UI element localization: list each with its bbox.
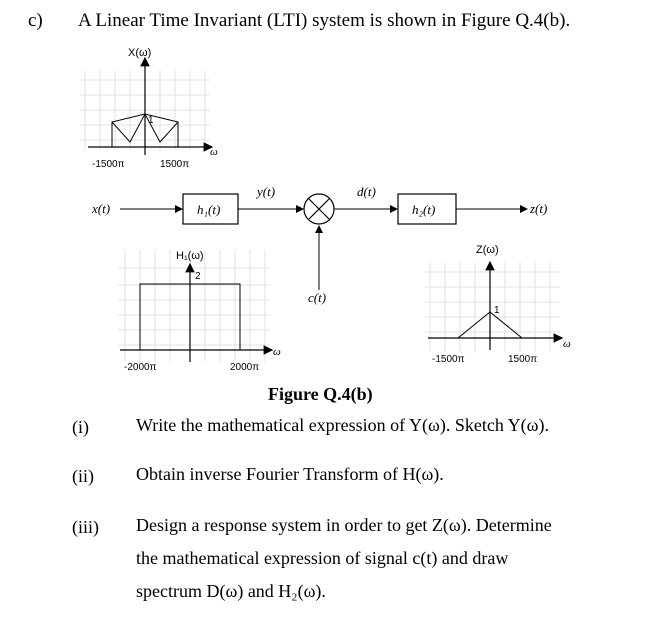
y-signal-label: y(t) [257,184,276,199]
subquestion-iii-text [136,509,552,608]
h1-spectrum-ylabel: H₁(ω) [176,250,204,262]
question-label: c) [28,10,43,31]
z-spectrum-pos-tick: 1500π [508,354,538,365]
x-spectrum-peak: 1 [148,115,154,126]
subquestion-i-line-1: Write the mathematical expression of Y(ω). Sketch Y(ω). [136,415,549,435]
h1-spectrum-neg-tick: -2000π [124,362,157,373]
z-spectrum-peak: 1 [494,305,500,316]
subquestion-iii-number: (iii) [72,517,99,537]
input-signal-label: x(t) [92,201,111,216]
x-spectrum-plot [80,47,218,170]
figure-caption: Figure Q.4(b) [268,384,373,404]
subquestion-ii-text [136,458,444,491]
output-signal-label: z(t) [530,201,548,216]
subquestion-iii-line-3: spectrum D(ω) and H₂(ω). [136,581,326,601]
subquestion-iii-line-1: Design a response system in order to get Z(ω). Determine [136,515,552,535]
z-spectrum-neg-tick: -1500π [432,354,465,365]
h2-block-label: h₂(t) [412,202,436,217]
h1-spectrum-height: 2 [195,271,201,282]
x-spectrum-neg-tick: -1500π [92,159,125,170]
x-spectrum-xlabel: ω [210,146,218,158]
x-spectrum-pos-tick: 1500π [160,159,190,170]
z-spectrum-xlabel: ω [563,338,571,350]
h1-spectrum-pos-tick: 2000π [230,362,260,373]
d-signal-label: d(t) [357,184,376,199]
carrier-label: c(t) [308,290,327,305]
subquestion-ii-number: (ii) [72,466,94,486]
h1-spectrum-plot [118,250,281,373]
h1-spectrum-xlabel: ω [273,346,281,358]
question-intro: A Linear Time Invariant (LTI) system is shown in Figure Q.4(b). [78,10,571,31]
h1-block-label: h₁(t) [197,202,221,217]
subquestion-i-text [136,409,549,442]
z-spectrum-ylabel: Z(ω) [476,244,499,256]
subquestion-iii-line-2: the mathematical expression of signal c(t) and draw [136,548,509,568]
x-spectrum-ylabel: X(ω) [128,47,152,59]
z-spectrum-plot [425,244,571,365]
subquestion-ii-line-1: Obtain inverse Fourier Transform of H(ω). [136,464,444,484]
subquestion-i-number: (i) [72,417,89,437]
